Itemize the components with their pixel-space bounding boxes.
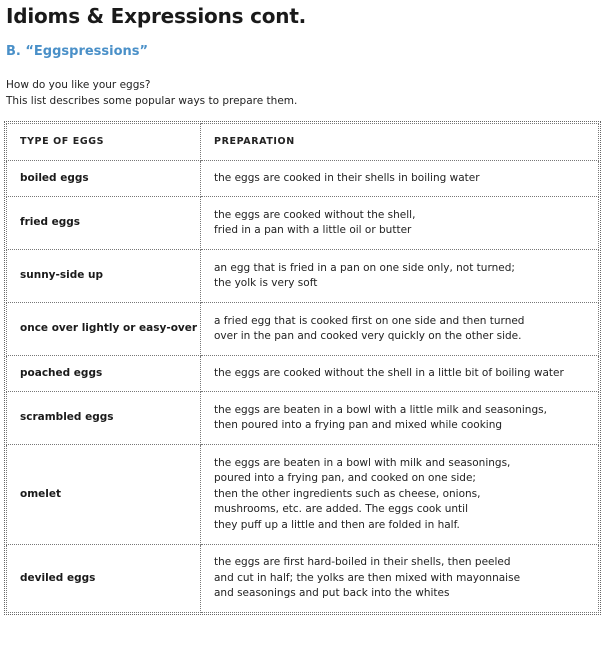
egg-type-cell: sunny-side up (7, 250, 201, 303)
preparation-cell (201, 197, 599, 250)
preparation-cell (201, 161, 599, 197)
preparation-line: they puff up a little and then are folded in half. (214, 518, 460, 531)
egg-type-cell: boiled eggs (7, 161, 201, 197)
egg-type-cell: poached eggs (7, 356, 201, 392)
egg-preparation-table (6, 123, 599, 613)
preparation-cell (201, 303, 599, 356)
table-row (7, 197, 599, 250)
egg-type-cell: once over lightly or easy-over (7, 303, 201, 356)
preparation-line: and seasonings and put back into the whites (214, 587, 450, 600)
preparation-line: then the other ingredients such as cheese, onions, (214, 487, 481, 500)
preparation-cell (201, 392, 599, 445)
intro-line-1: How do you like your eggs? (6, 79, 151, 91)
preparation-line: over in the pan and cooked very quickly on the other side. (214, 330, 522, 342)
preparation-line: and cut in half; the yolks are then mixed with mayonnaise (214, 571, 521, 584)
egg-type-cell: scrambled eggs (7, 392, 201, 445)
preparation-line: a fried egg that is cooked first on one side and then turned (214, 314, 525, 327)
egg-type-cell: fried eggs (7, 197, 201, 250)
preparation-line: the eggs are cooked without the shell in a little bit of boiling water (214, 366, 564, 379)
table-row (7, 250, 599, 303)
preparation-line: the eggs are cooked in their shells in boiling water (214, 171, 480, 184)
preparation-line: the eggs are cooked without the shell, (214, 208, 416, 221)
table-row (7, 303, 599, 356)
section-heading: B. “Eggspressions” (6, 44, 149, 59)
preparation-line: the eggs are beaten in a bowl with a little milk and seasonings, (214, 403, 547, 416)
preparation-cell (201, 545, 599, 613)
preparation-line: fried in a pan with a little oil or butter (214, 224, 412, 236)
page-title: Idioms & Expressions cont. (6, 4, 307, 28)
column-header-type: TYPE OF EGGS (7, 124, 201, 161)
preparation-line: poured into a frying pan, and cooked on one side; (214, 472, 476, 485)
intro-text (6, 77, 297, 109)
egg-type-cell: deviled eggs (7, 545, 201, 613)
intro-line-2: This list describes some popular ways to prepare them. (6, 95, 298, 107)
table-row (7, 545, 599, 613)
table-header-row (7, 124, 599, 161)
preparation-cell (201, 445, 599, 545)
preparation-cell (201, 356, 599, 392)
egg-type-cell: omelet (7, 445, 201, 545)
preparation-cell (201, 250, 599, 303)
column-header-preparation: PREPARATION (201, 124, 599, 161)
table-row (7, 392, 599, 445)
table-row (7, 356, 599, 392)
preparation-line: the yolk is very soft (214, 277, 318, 289)
table-body (7, 161, 599, 613)
preparation-line: mushrooms, etc. are added. The eggs cook until (214, 503, 468, 516)
preparation-line: the eggs are first hard-boiled in their shells, then peeled (214, 556, 511, 569)
table-row (7, 161, 599, 197)
table-row (7, 445, 599, 545)
preparation-line: the eggs are beaten in a bowl with milk and seasonings, (214, 456, 511, 469)
preparation-line: then poured into a frying pan and mixed while cooking (214, 419, 503, 431)
preparation-line: an egg that is fried in a pan on one side only, not turned; (214, 261, 515, 274)
